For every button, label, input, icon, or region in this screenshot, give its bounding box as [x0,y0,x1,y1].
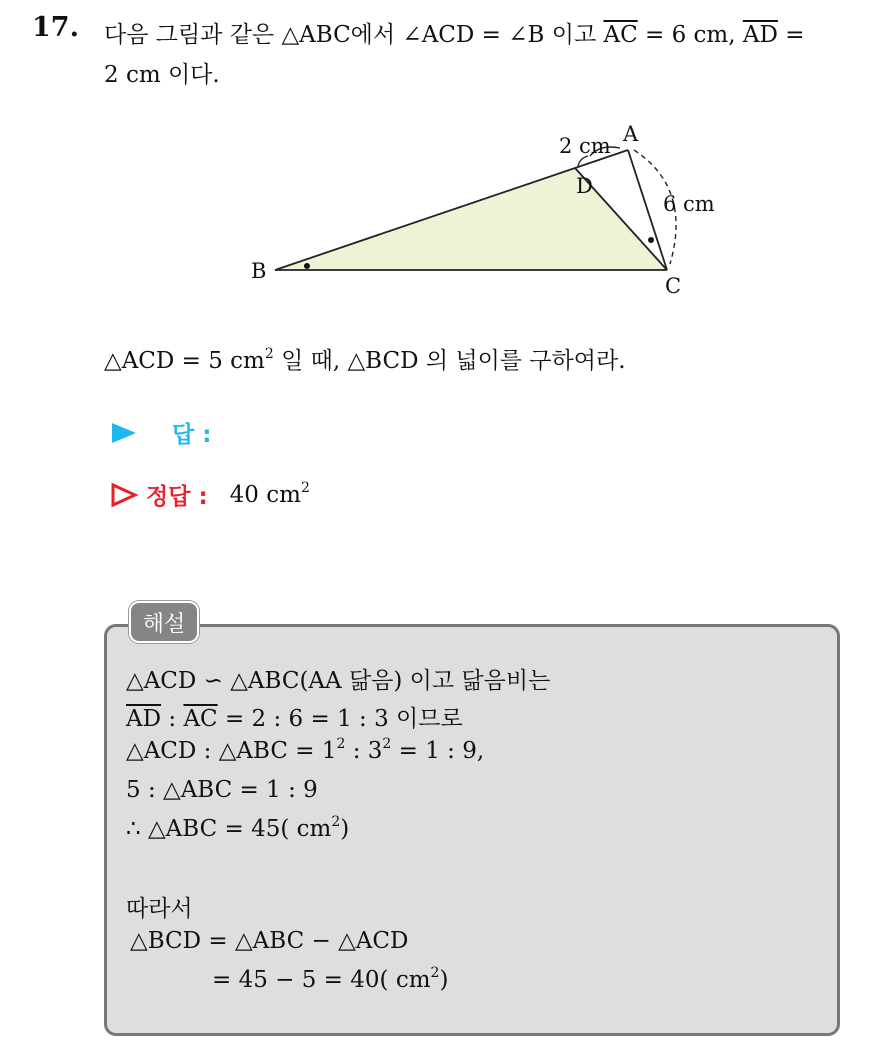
solution-text: = 45 − 5 = 40( cm [212,967,431,993]
correct-answer-value [229,479,310,508]
solution-line-3 [126,738,484,764]
triangle-figure [240,118,720,298]
solution-line-7: △BCD = △ABC − △ACD [130,928,409,954]
question-line-1 [104,16,805,49]
solution-text: : 3 [345,738,383,764]
vertex-label-a: A [623,122,639,146]
solution-text: = 2 : 6 = 1 : 3 이므로 [217,706,463,732]
solution-line-2 [126,700,463,733]
segment-ad: $\overline{AD}$ [742,22,778,48]
answer-row [110,416,211,449]
triangle-bcd-shaded [275,168,667,270]
superscript: 2 [264,346,274,362]
superscript: 2 [382,736,392,752]
answer-label: 답 : [172,422,212,448]
solution-line-5 [126,816,349,842]
solution-text: ∴ △ABC = 45( cm [126,816,332,842]
segment-ac: $\overline{AC}$ [603,22,638,48]
solution-tag: 해설 [129,601,199,643]
question-line-2: 2 cm 이다. [104,62,220,88]
superscript: 2 [331,814,341,830]
solution-text: = 1 : 9, [391,738,485,764]
solution-line-4: 5 : △ABC = 1 : 9 [126,777,318,803]
prompt-text: △ACD = 5 cm [104,348,265,374]
filled-triangle-right-icon [110,421,138,445]
vertex-label-d: D [576,174,593,198]
correct-answer-row [110,478,310,511]
prompt-text: 일 때, △BCD 의 넓이를 구하여라. [273,348,626,374]
angle-mark-b [304,263,310,269]
correct-answer-text: 40 cm [229,481,301,508]
segment-ad: $\overline{AD}$ [126,706,162,732]
superscript: 2 [300,479,310,496]
length-label-ad: 2 cm [559,134,611,158]
outline-triangle-right-icon [110,482,138,508]
question-text: = 6 cm, [637,22,743,48]
solution-line-8 [212,967,448,993]
solution-text: △ACD : △ABC = 1 [126,738,337,764]
solution-text: ) [439,967,449,993]
solution-line-6: 따라서 [126,896,193,922]
solution-line-1: △ACD ∽ △ABC(AA 닮음) 이고 닮음비는 [126,668,551,694]
question-text: 다음 그림과 같은 △ABC에서 ∠ACD = ∠B 이고 [104,22,604,48]
vertex-label-c: C [665,274,682,298]
length-label-ac: 6 cm [663,192,715,216]
solution-text: : [161,706,184,732]
solution-text: ) [340,816,350,842]
segment-ac: $\overline{AC}$ [183,706,218,732]
superscript: 2 [336,736,346,752]
vertex-label-b: B [251,259,267,283]
superscript: 2 [430,965,440,981]
question-number: 17. [32,12,79,43]
question-text: = [777,22,805,48]
correct-answer-label: 정답 : [146,484,208,510]
angle-mark-c [648,237,654,243]
question-prompt [104,342,626,375]
